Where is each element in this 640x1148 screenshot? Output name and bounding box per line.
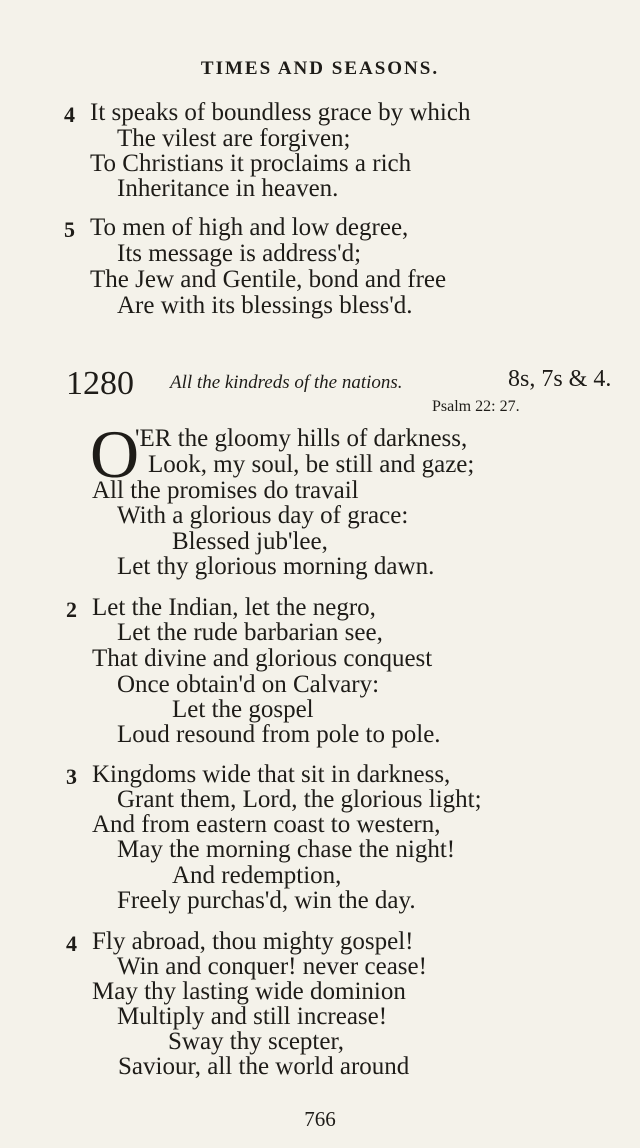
verse-line: All the promises do travail <box>92 477 359 504</box>
verse-line: Sway thy scepter, <box>168 1028 345 1055</box>
verse-line: Saviour, all the world around <box>118 1053 410 1080</box>
verse-line: Its message is address'd; <box>117 240 362 267</box>
verse-line: With a glorious day of grace: <box>117 502 409 529</box>
scripture-reference: Psalm 22: 27. <box>432 398 520 415</box>
verse-line: Let the rude barbarian see, <box>117 619 383 646</box>
verse-line: Let the Indian, let the negro, <box>92 594 376 621</box>
page-number: 766 <box>304 1107 336 1131</box>
stanza-number: 4 <box>66 931 77 956</box>
drop-cap: O <box>90 416 140 492</box>
hymn-number: 1280 <box>66 365 134 402</box>
stanza-number: 3 <box>66 764 77 789</box>
verse-line: Once obtain'd on Calvary: <box>117 671 380 698</box>
hymn-title: All the kindreds of the nations. <box>170 372 403 393</box>
hymn-meter: 8s, 7s & 4. <box>508 366 612 392</box>
verse-line: The vilest are forgiven; <box>117 125 351 152</box>
verse-line: 'ER the gloomy hills of darkness, <box>135 425 468 452</box>
verse-line: Let the gospel <box>172 696 314 723</box>
verse-line: To men of high and low degree, <box>90 214 409 241</box>
verse-line: May thy lasting wide dominion <box>92 978 406 1005</box>
verse-line: May the morning chase the night! <box>117 836 456 863</box>
verse-line: To Christians it proclaims a rich <box>90 150 412 177</box>
stanza-number: 4 <box>64 102 75 127</box>
verse-line: It speaks of boundless grace by which <box>90 99 471 126</box>
verse-line: Grant them, Lord, the glorious light; <box>117 786 482 813</box>
running-head: TIMES AND SEASONS. <box>200 58 440 79</box>
verse-line: That divine and glorious conquest <box>92 645 433 672</box>
verse-line: Blessed jub'lee, <box>172 528 328 555</box>
verse-line: Win and conquer! never cease! <box>117 953 427 980</box>
verse-line: Loud resound from pole to pole. <box>117 721 441 748</box>
stanza-number: 5 <box>64 217 75 242</box>
verse-line: The Jew and Gentile, bond and free <box>90 266 447 293</box>
verse-line: Multiply and still increase! <box>117 1003 388 1030</box>
verse-line: And redemption, <box>172 862 342 889</box>
verse-line: Inheritance in heaven. <box>117 175 339 202</box>
verse-line: Look, my soul, be still and gaze; <box>148 451 475 478</box>
verse-line: Freely purchas'd, win the day. <box>117 887 416 914</box>
verse-line: Let thy glorious morning dawn. <box>117 553 435 580</box>
verse-line: Fly abroad, thou mighty gospel! <box>92 928 414 955</box>
verse-line: Kingdoms wide that sit in darkness, <box>92 761 451 788</box>
verse-line: And from eastern coast to western, <box>92 811 441 838</box>
stanza-number: 2 <box>66 597 77 622</box>
verse-line: Are with its blessings bless'd. <box>117 292 413 319</box>
